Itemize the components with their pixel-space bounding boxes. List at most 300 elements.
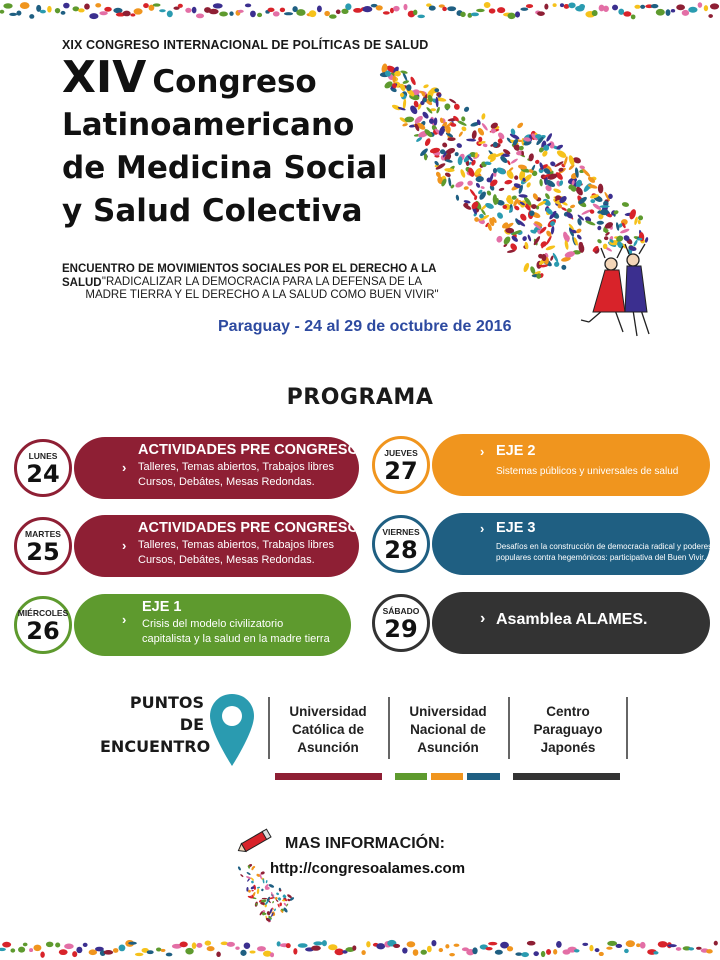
confetti-dot (245, 4, 251, 8)
confetti-dot (421, 950, 427, 955)
confetti-dot (606, 947, 612, 950)
confetti-dot (653, 951, 658, 954)
confetti-dot (688, 947, 694, 950)
confetti-dot (147, 950, 154, 954)
confetti-dot (55, 942, 60, 947)
congress-subheader: XIX CONGRESO INTERNACIONAL DE POLÍTICAS DE SALUD (62, 38, 429, 52)
confetti-dot (589, 945, 593, 951)
event-title: EJE 2 (496, 443, 536, 459)
confetti-dot (640, 5, 645, 9)
mosaic-dot (260, 871, 265, 875)
website-link[interactable]: http://congresoalames.com (270, 860, 466, 877)
confetti-dot (2, 942, 11, 948)
confetti-dot (196, 13, 204, 18)
date-badge (372, 436, 430, 494)
chevron-right-icon: › (122, 612, 127, 627)
confetti-dot (413, 10, 417, 16)
confetti-dot (544, 4, 548, 10)
confetti-dot (153, 3, 161, 6)
mosaic-dot (597, 225, 602, 230)
chevron-right-icon: › (480, 444, 485, 459)
mosaic-dot (545, 244, 556, 251)
confetti-dot (556, 941, 562, 948)
confetti-dot (546, 949, 551, 955)
venue-divider (388, 697, 390, 759)
event-desc-line-2: Cursos, Debátes, Mesas Redondas. (138, 554, 315, 566)
day-name: MARTES (25, 529, 61, 539)
confetti-dot (113, 8, 122, 13)
chevron-right-icon: › (480, 610, 486, 627)
venue-una (392, 703, 504, 757)
confetti-dot (407, 941, 416, 947)
confetti-dot (83, 943, 88, 947)
confetti-dot (676, 947, 682, 951)
confetti-dot (667, 944, 676, 947)
mosaic-dot (251, 890, 254, 892)
confetti-dot (213, 3, 223, 8)
confetti-dot (10, 948, 15, 952)
mosaic-dot (424, 137, 432, 147)
event-title: Asamblea ALAMES. (496, 611, 648, 628)
event-title: EJE 1 (142, 599, 182, 615)
confetti-dot (3, 3, 12, 8)
confetti-dot (244, 942, 251, 949)
meeting-points-line-2: DE (179, 715, 204, 734)
confetti-dot (313, 941, 323, 945)
confetti-dot (134, 8, 143, 14)
confetti-dot (710, 3, 719, 9)
mosaic-dot (266, 880, 268, 883)
confetti-dot (488, 942, 497, 946)
mosaic-dot (545, 132, 553, 142)
confetti-dot (515, 11, 520, 17)
confetti-dot (192, 7, 197, 14)
confetti-dot (445, 944, 449, 948)
mosaic-dot (598, 184, 604, 194)
confetti-dot (640, 942, 646, 949)
confetti-dot (361, 950, 365, 955)
day-name: SÁBADO (382, 606, 420, 616)
day-number: 27 (384, 457, 418, 485)
confetti-dot (624, 949, 629, 953)
confetti-dot (104, 950, 114, 955)
confetti-dot (267, 8, 274, 12)
title-roman-numeral: XIV (62, 52, 147, 103)
venue-line-3: Japonés (540, 740, 596, 755)
date-badge (372, 594, 430, 652)
confetti-dot (40, 952, 44, 958)
venue-divider (268, 697, 270, 759)
mosaic-dot (522, 262, 530, 273)
event-thursday-27 (372, 434, 712, 496)
confetti-dot (209, 9, 219, 15)
confetti-dot (489, 8, 496, 13)
confetti-dot (623, 11, 631, 16)
confetti-dot (143, 3, 149, 8)
mosaic-dot (274, 908, 277, 911)
mosaic-dot (553, 260, 561, 268)
mosaic-dot (634, 216, 639, 225)
mosaic-dot (454, 152, 458, 157)
mosaic-dot (590, 199, 595, 203)
mosaic-dot (444, 103, 451, 110)
mosaic-dot (495, 235, 503, 244)
confetti-dot (574, 949, 580, 952)
confetti-dot (84, 4, 90, 10)
mosaic-dot (262, 898, 267, 899)
venue-line-3: Asunción (297, 740, 359, 755)
confetti-dot (286, 943, 291, 948)
mosaic-dot (589, 209, 595, 215)
mosaic-dot (279, 902, 282, 906)
mosaic-dot (448, 177, 452, 187)
location-pin-icon (208, 692, 256, 768)
venue-line-2: Católica de (291, 722, 365, 737)
venue-line-1: Universidad (409, 704, 487, 719)
confetti-dot (439, 948, 443, 952)
confetti-dot (29, 14, 34, 19)
confetti-dot (393, 6, 400, 12)
day-name: MIÉRCOLES (17, 608, 69, 618)
confetti-dot (311, 945, 321, 950)
confetti-dot (696, 947, 702, 950)
mosaic-dot (621, 202, 629, 208)
confetti-dot (205, 941, 212, 946)
mosaic-dot (480, 186, 485, 190)
confetti-dot (376, 943, 385, 949)
venue-ucas (272, 703, 384, 757)
programa-heading: PROGRAMA (286, 385, 434, 410)
meeting-points-line-1: PUNTOS (129, 693, 204, 712)
confetti-dot (240, 950, 246, 956)
confetti-dot (442, 7, 447, 11)
confetti-dot (55, 8, 60, 13)
mosaic-dot (481, 113, 486, 120)
event-subtitle: ENCUENTRO DE MOVIMIENTOS SOCIALES POR EL DERECHO A LA SALUD (62, 263, 436, 289)
confetti-dot (280, 8, 285, 13)
mosaic-dot (477, 127, 486, 137)
confetti-dot (40, 10, 46, 14)
chevron-right-icon: › (122, 460, 127, 475)
mosaic-dot (454, 180, 464, 189)
venue-centro-paraguayo-japones (512, 703, 624, 757)
mosaic-dot (522, 235, 528, 241)
meeting-points-heading (100, 692, 211, 758)
confetti-dot (486, 947, 493, 950)
event-title: EJE 3 (496, 520, 536, 536)
title-line-1: Congreso (152, 64, 317, 100)
event-desc-line-1: Sistemas públicos y universales de salud (496, 466, 679, 477)
mosaic-dot (553, 188, 562, 194)
confetti-dot (64, 944, 74, 950)
confetti-dot (427, 946, 432, 953)
meeting-points-line-3: ENCUENTRO (100, 737, 211, 756)
confetti-dot (229, 11, 233, 15)
confetti-dot (706, 949, 713, 953)
mosaic-dot (409, 76, 416, 86)
mosaic-dot (561, 264, 567, 270)
day-name: LUNES (28, 451, 58, 461)
confetti-dot (273, 11, 280, 16)
mosaic-dot (402, 123, 408, 127)
mosaic-dot (455, 194, 459, 201)
main-title (62, 52, 392, 233)
mosaic-dot (482, 143, 487, 147)
bottom-confetti-border (0, 938, 720, 960)
event-desc-line-1: Crisis del modelo civilizatorio (142, 618, 284, 630)
confetti-dot (18, 947, 25, 953)
mosaic-dot (484, 202, 494, 210)
mosaic-dot (498, 187, 504, 191)
chevron-right-icon: › (480, 521, 485, 536)
mosaic-dot (240, 874, 244, 878)
mosaic-dot (275, 897, 278, 900)
confetti-dot (631, 14, 636, 19)
confetti-dot (336, 10, 341, 15)
confetti-dot (592, 10, 598, 16)
venue-divider (508, 697, 510, 759)
mosaic-dot (579, 165, 585, 170)
venue-line-3: Asunción (417, 740, 479, 755)
mosaic-dot (461, 116, 466, 122)
confetti-dot (29, 948, 33, 952)
confetti-dot (159, 9, 165, 12)
confetti-dot (329, 14, 337, 18)
confetti-dot (250, 950, 256, 953)
mosaic-dot (581, 209, 592, 216)
event-desc-line-1: Desafíos en la construcción de democracia radical y poderes (496, 542, 713, 551)
confetti-dot (429, 6, 436, 11)
mosaic-dot (493, 194, 497, 204)
confetti-dot (521, 952, 529, 957)
confetti-dot (284, 12, 293, 15)
confetti-dot (135, 953, 144, 956)
confetti-dot (0, 948, 6, 951)
confetti-dot (95, 3, 101, 7)
venue-color-bar-maroon (275, 773, 382, 780)
confetti-dot (553, 949, 557, 955)
confetti-dot (626, 940, 635, 947)
confetti-dot (227, 942, 235, 947)
confetti-dot (471, 12, 479, 16)
confetti-dot (216, 952, 221, 958)
confetti-dot (688, 7, 697, 13)
title-line-3: de Medicina Social (62, 150, 388, 186)
venue-line-1: Universidad (289, 704, 367, 719)
mosaic-dot (463, 106, 470, 113)
more-info-heading: MAS INFORMACIÓN: (285, 835, 445, 852)
people-carrying-map-illustration (575, 240, 665, 340)
mosaic-dot (545, 235, 552, 245)
confetti-dot (0, 10, 4, 14)
confetti-dot (219, 12, 228, 17)
confetti-dot (484, 2, 491, 8)
confetti-dot (296, 9, 305, 16)
mosaic-dot (599, 205, 609, 208)
event-title: ACTIVIDADES PRE CONGRESO (138, 442, 359, 458)
confetti-dot (676, 4, 685, 10)
mosaic-dot (251, 880, 254, 883)
event-desc-line-1: Talleres, Temas abiertos, Trabajos libres (138, 539, 335, 551)
confetti-dot (682, 10, 689, 16)
confetti-dot (362, 6, 372, 12)
confetti-dot (270, 952, 274, 957)
day-number: 28 (384, 536, 418, 564)
confetti-dot (656, 9, 665, 16)
top-confetti-border (0, 0, 720, 22)
confetti-dot (207, 946, 215, 951)
confetti-dot (178, 4, 183, 8)
confetti-dot (166, 953, 173, 957)
mosaic-dot (527, 234, 532, 242)
mosaic-dot (581, 168, 591, 178)
event-title: ACTIVIDADES PRE CONGRESO (138, 520, 359, 536)
confetti-dot (636, 943, 640, 947)
confetti-dot (113, 948, 119, 953)
confetti-dot (99, 11, 107, 15)
mosaic-dot (282, 894, 287, 898)
confetti-dot (714, 941, 718, 946)
confetti-dot (454, 944, 460, 947)
confetti-dot (161, 949, 166, 952)
mosaic-dot (471, 130, 477, 140)
mosaic-dot (456, 142, 463, 148)
confetti-dot (651, 4, 659, 8)
mosaic-dot (257, 888, 260, 894)
venue-line-2: Nacional de (410, 722, 486, 737)
mosaic-dot (502, 235, 512, 245)
confetti-dot (383, 11, 390, 14)
event-monday-24 (14, 437, 359, 499)
date-badge (14, 439, 72, 497)
confetti-dot (119, 945, 126, 952)
mosaic-dot (276, 892, 280, 895)
confetti-dot (322, 940, 327, 946)
confetti-dot (33, 945, 41, 951)
day-number: 26 (26, 617, 60, 645)
confetti-dot (599, 952, 604, 956)
confetti-dot (666, 9, 671, 16)
confetti-dot (460, 12, 466, 17)
confetti-dot (607, 941, 617, 946)
confetti-dot (497, 7, 505, 13)
confetti-dot (180, 942, 188, 948)
mosaic-dot (261, 888, 264, 891)
mosaic-dot (475, 182, 481, 188)
mosaic-dot (246, 871, 251, 875)
confetti-dot (541, 951, 546, 957)
confetti-dot (447, 6, 456, 11)
mosaic-dot (237, 866, 241, 871)
event-date: Paraguay - 24 al 29 de octubre de 2016 (218, 318, 512, 335)
confetti-dot (47, 6, 51, 13)
confetti-dot (16, 10, 21, 15)
confetti-dot (293, 948, 297, 955)
confetti-dot (104, 7, 112, 12)
venue-line-1: Centro (546, 704, 590, 719)
date-badge (14, 596, 72, 654)
event-desc-line-2: populares contra hegemónicos: participativa del Buen Vivir. (496, 553, 706, 562)
confetti-dot (89, 13, 98, 19)
mosaic-dot (458, 131, 464, 138)
confetti-dot (708, 14, 713, 18)
confetti-dot (196, 943, 202, 948)
confetti-dot (20, 2, 30, 9)
confetti-dot (76, 947, 82, 953)
confetti-dot (257, 13, 262, 17)
venue-color-bar-dark (513, 773, 620, 780)
confetti-dot (72, 951, 77, 957)
confetti-dot (250, 11, 256, 18)
day-number: 29 (384, 615, 418, 643)
confetti-dot (582, 943, 588, 946)
confetti-dot (366, 941, 370, 947)
quote-line-2: MADRE TIERRA Y EL DERECHO A LA SALUD COMO BUEN VIVIR" (85, 289, 439, 301)
mosaic-dot (504, 179, 513, 185)
venue-color-bar-green (395, 773, 427, 780)
mosaic-dot (539, 179, 543, 187)
mosaic-dot (496, 211, 504, 220)
confetti-dot (238, 10, 244, 13)
confetti-dot (376, 5, 383, 10)
event-desc-line-2: Cursos, Debátes, Mesas Redondas. (138, 476, 315, 488)
pencil-icon (236, 826, 276, 856)
mosaic-dot (277, 897, 281, 901)
mosaic-dot (526, 182, 532, 189)
day-number: 25 (26, 538, 60, 566)
confetti-dot (59, 949, 68, 955)
confetti-dot (564, 4, 570, 9)
title-line-2: Latinoamericano (62, 107, 355, 143)
confetti-dot (595, 948, 600, 952)
confetti-dot (431, 940, 436, 946)
mosaic-dot (250, 877, 254, 881)
confetti-dot (671, 9, 675, 12)
confetti-dot (78, 8, 85, 12)
confetti-dot (235, 946, 239, 949)
mosaic-dot (453, 103, 461, 111)
event-wednesday-26 (14, 594, 359, 656)
confetti-dot (698, 2, 703, 8)
mosaic-dot (638, 220, 641, 225)
confetti-dot (393, 944, 400, 948)
mosaic-dot (423, 84, 430, 89)
day-name: JUEVES (384, 448, 418, 458)
mosaic-dot (467, 180, 474, 186)
venue-line-2: Paraguayo (533, 722, 603, 737)
confetti-dot (402, 948, 407, 954)
mosaic-dot (575, 228, 582, 234)
confetti-dot (298, 943, 308, 947)
mosaic-dot (569, 204, 575, 209)
confetti-dot (533, 951, 538, 956)
day-number: 24 (26, 460, 60, 488)
event-friday-28 (372, 513, 712, 575)
confetti-dot (553, 3, 557, 7)
confetti-dot (417, 15, 425, 19)
confetti-dot (413, 949, 419, 956)
quote-line-1: "RADICALIZAR LA DEMOCRACIA PARA LA DEFENSA DE LA (101, 276, 423, 288)
event-desc-line-1: Talleres, Temas abiertos, Trabajos libres (138, 461, 335, 473)
mosaic-dot (597, 221, 604, 225)
confetti-dot (449, 953, 455, 956)
confetti-dot (526, 4, 533, 8)
mosaic-dot (637, 214, 644, 221)
confetti-dot (603, 6, 609, 12)
mosaic-dot (449, 98, 457, 104)
mosaic-dot (495, 166, 507, 176)
confetti-dot (618, 9, 624, 15)
